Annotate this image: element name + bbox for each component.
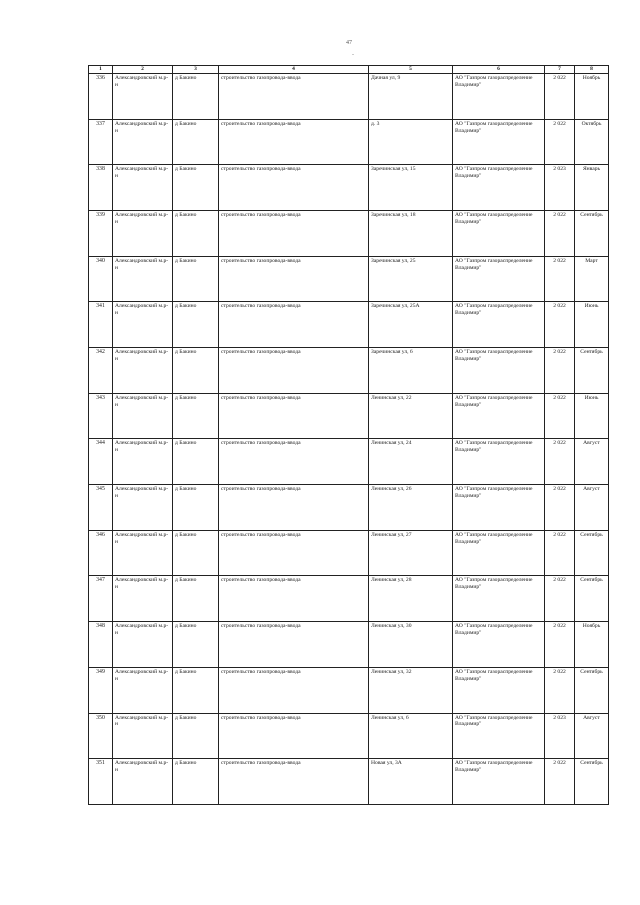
page-number: 47 xyxy=(346,40,352,46)
settlement-cell: д Бакино xyxy=(173,165,219,211)
settlement-cell: д Бакино xyxy=(173,530,219,576)
address-cell: Новая ул, 3А xyxy=(369,759,453,805)
table-row xyxy=(89,667,609,713)
year-cell: 2 022 xyxy=(545,348,575,394)
district-cell: Александровский м.р-н xyxy=(113,485,173,531)
month-cell: Сентябрь xyxy=(575,210,609,256)
column-number-header-row xyxy=(89,66,609,74)
settlement-cell: д Бакино xyxy=(173,576,219,622)
address-cell: Ленинская ул, 22 xyxy=(369,393,453,439)
year-cell: 2 022 xyxy=(545,759,575,805)
year-cell: 2 022 xyxy=(545,393,575,439)
address-cell: Заречинская ул, 15 xyxy=(369,165,453,211)
year-cell: 2 022 xyxy=(545,302,575,348)
year-cell: 2 022 xyxy=(545,439,575,485)
year-cell: 2 022 xyxy=(545,576,575,622)
row-number: 348 xyxy=(89,622,113,668)
settlement-cell: д Бакино xyxy=(173,439,219,485)
column-header: 7 xyxy=(545,66,575,74)
row-number: 349 xyxy=(89,667,113,713)
page-mark-dash: - xyxy=(352,52,354,58)
operator-cell: АО "Газпром газораспределение Владимир" xyxy=(453,485,545,531)
table-row xyxy=(89,302,609,348)
district-cell: Александровский м.р-н xyxy=(113,348,173,394)
settlement-cell: д Бакино xyxy=(173,759,219,805)
month-cell: Август xyxy=(575,713,609,759)
address-cell: Ленинская ул, 32 xyxy=(369,667,453,713)
table-row xyxy=(89,439,609,485)
row-number: 350 xyxy=(89,713,113,759)
work-type-cell: строительство газопровода-ввода xyxy=(219,165,369,211)
table-row xyxy=(89,165,609,211)
month-cell: Сентябрь xyxy=(575,348,609,394)
row-number: 341 xyxy=(89,302,113,348)
table-row xyxy=(89,73,609,119)
address-cell: Заречинская ул, 18 xyxy=(369,210,453,256)
column-header: 8 xyxy=(575,66,609,74)
operator-cell: АО "Газпром газораспределение Владимир" xyxy=(453,73,545,119)
table-row xyxy=(89,393,609,439)
month-cell: Сентябрь xyxy=(575,576,609,622)
district-cell: Александровский м.р-н xyxy=(113,530,173,576)
month-cell: Ноябрь xyxy=(575,622,609,668)
work-type-cell: строительство газопровода-ввода xyxy=(219,119,369,165)
work-type-cell: строительство газопровода-ввода xyxy=(219,256,369,302)
settlement-cell: д Бакино xyxy=(173,256,219,302)
district-cell: Александровский м.р-н xyxy=(113,210,173,256)
column-header: 6 xyxy=(453,66,545,74)
settlement-cell: д Бакино xyxy=(173,393,219,439)
table-row xyxy=(89,256,609,302)
address-cell: Заречинская ул, 25А xyxy=(369,302,453,348)
row-number: 347 xyxy=(89,576,113,622)
month-cell: Июнь xyxy=(575,302,609,348)
address-cell: Ленинская ул, 30 xyxy=(369,622,453,668)
work-type-cell: строительство газопровода-ввода xyxy=(219,439,369,485)
row-number: 351 xyxy=(89,759,113,805)
month-cell: Сентябрь xyxy=(575,530,609,576)
gas-pipeline-registry-table xyxy=(88,65,609,805)
work-type-cell: строительство газопровода-ввода xyxy=(219,759,369,805)
operator-cell: АО "Газпром газораспределение Владимир" xyxy=(453,165,545,211)
address-cell: д. 3 xyxy=(369,119,453,165)
year-cell: 2 022 xyxy=(545,530,575,576)
work-type-cell: строительство газопровода-ввода xyxy=(219,302,369,348)
month-cell: Август xyxy=(575,439,609,485)
settlement-cell: д Бакино xyxy=(173,667,219,713)
district-cell: Александровский м.р-н xyxy=(113,713,173,759)
address-cell: Ленинская ул, 28 xyxy=(369,576,453,622)
row-number: 336 xyxy=(89,73,113,119)
column-header: 5 xyxy=(369,66,453,74)
address-cell: Ленинская ул, 24 xyxy=(369,439,453,485)
district-cell: Александровский м.р-н xyxy=(113,302,173,348)
year-cell: 2 023 xyxy=(545,165,575,211)
work-type-cell: строительство газопровода-ввода xyxy=(219,73,369,119)
work-type-cell: строительство газопровода-ввода xyxy=(219,210,369,256)
district-cell: Александровский м.р-н xyxy=(113,667,173,713)
district-cell: Александровский м.р-н xyxy=(113,622,173,668)
month-cell: Март xyxy=(575,256,609,302)
row-number: 343 xyxy=(89,393,113,439)
column-header: 3 xyxy=(173,66,219,74)
month-cell: Август xyxy=(575,485,609,531)
column-header: 1 xyxy=(89,66,113,74)
row-number: 338 xyxy=(89,165,113,211)
address-cell: Ленинская ул, 26 xyxy=(369,485,453,531)
settlement-cell: д Бакино xyxy=(173,348,219,394)
work-type-cell: строительство газопровода-ввода xyxy=(219,393,369,439)
settlement-cell: д Бакино xyxy=(173,119,219,165)
work-type-cell: строительство газопровода-ввода xyxy=(219,485,369,531)
address-cell: Дачная ул, 9 xyxy=(369,73,453,119)
address-cell: Ленинская ул, 27 xyxy=(369,530,453,576)
year-cell: 2 022 xyxy=(545,622,575,668)
row-number: 344 xyxy=(89,439,113,485)
operator-cell: АО "Газпром газораспределение Владимир" xyxy=(453,256,545,302)
operator-cell: АО "Газпром газораспределение Владимир" xyxy=(453,667,545,713)
district-cell: Александровский м.р-н xyxy=(113,73,173,119)
operator-cell: АО "Газпром газораспределение Владимир" xyxy=(453,439,545,485)
operator-cell: АО "Газпром газораспределение Владимир" xyxy=(453,348,545,394)
table-row xyxy=(89,759,609,805)
column-header: 4 xyxy=(219,66,369,74)
year-cell: 2 022 xyxy=(545,256,575,302)
table-row xyxy=(89,530,609,576)
address-cell: Заречинская ул, 6 xyxy=(369,348,453,394)
district-cell: Александровский м.р-н xyxy=(113,576,173,622)
settlement-cell: д Бакино xyxy=(173,622,219,668)
address-cell: Заречинская ул, 25 xyxy=(369,256,453,302)
year-cell: 2 022 xyxy=(545,119,575,165)
column-header: 2 xyxy=(113,66,173,74)
month-cell: Июнь xyxy=(575,393,609,439)
district-cell: Александровский м.р-н xyxy=(113,393,173,439)
month-cell: Сентябрь xyxy=(575,667,609,713)
year-cell: 2 022 xyxy=(545,210,575,256)
district-cell: Александровский м.р-н xyxy=(113,439,173,485)
operator-cell: АО "Газпром газораспределение Владимир" xyxy=(453,393,545,439)
settlement-cell: д Бакино xyxy=(173,210,219,256)
row-number: 345 xyxy=(89,485,113,531)
operator-cell: АО "Газпром газораспределение Владимир" xyxy=(453,576,545,622)
month-cell: Январь xyxy=(575,165,609,211)
table-row xyxy=(89,485,609,531)
operator-cell: АО "Газпром газораспределение Владимир" xyxy=(453,622,545,668)
table-row xyxy=(89,713,609,759)
year-cell: 2 022 xyxy=(545,485,575,531)
operator-cell: АО "Газпром газораспределение Владимир" xyxy=(453,302,545,348)
table-row xyxy=(89,210,609,256)
work-type-cell: строительство газопровода-ввода xyxy=(219,348,369,394)
registry-body xyxy=(89,73,609,804)
year-cell: 2 022 xyxy=(545,667,575,713)
operator-cell: АО "Газпром газораспределение Владимир" xyxy=(453,530,545,576)
operator-cell: АО "Газпром газораспределение Владимир" xyxy=(453,210,545,256)
settlement-cell: д Бакино xyxy=(173,73,219,119)
work-type-cell: строительство газопровода-ввода xyxy=(219,622,369,668)
settlement-cell: д Бакино xyxy=(173,485,219,531)
settlement-cell: д Бакино xyxy=(173,302,219,348)
year-cell: 2 023 xyxy=(545,713,575,759)
district-cell: Александровский м.р-н xyxy=(113,119,173,165)
month-cell: Сентябрь xyxy=(575,759,609,805)
operator-cell: АО "Газпром газораспределение Владимир" xyxy=(453,759,545,805)
work-type-cell: строительство газопровода-ввода xyxy=(219,667,369,713)
table-row xyxy=(89,119,609,165)
district-cell: Александровский м.р-н xyxy=(113,256,173,302)
settlement-cell: д Бакино xyxy=(173,713,219,759)
operator-cell: АО "Газпром газораспределение Владимир" xyxy=(453,713,545,759)
table-row xyxy=(89,622,609,668)
district-cell: Александровский м.р-н xyxy=(113,165,173,211)
year-cell: 2 022 xyxy=(545,73,575,119)
district-cell: Александровский м.р-н xyxy=(113,759,173,805)
table-row xyxy=(89,576,609,622)
row-number: 337 xyxy=(89,119,113,165)
work-type-cell: строительство газопровода-ввода xyxy=(219,576,369,622)
month-cell: Ноябрь xyxy=(575,73,609,119)
row-number: 342 xyxy=(89,348,113,394)
month-cell: Октябрь xyxy=(575,119,609,165)
work-type-cell: строительство газопровода-ввода xyxy=(219,530,369,576)
row-number: 339 xyxy=(89,210,113,256)
work-type-cell: строительство газопровода-ввода xyxy=(219,713,369,759)
operator-cell: АО "Газпром газораспределение Владимир" xyxy=(453,119,545,165)
row-number: 340 xyxy=(89,256,113,302)
address-cell: Ленинская ул, 6 xyxy=(369,713,453,759)
table-row xyxy=(89,348,609,394)
row-number: 346 xyxy=(89,530,113,576)
